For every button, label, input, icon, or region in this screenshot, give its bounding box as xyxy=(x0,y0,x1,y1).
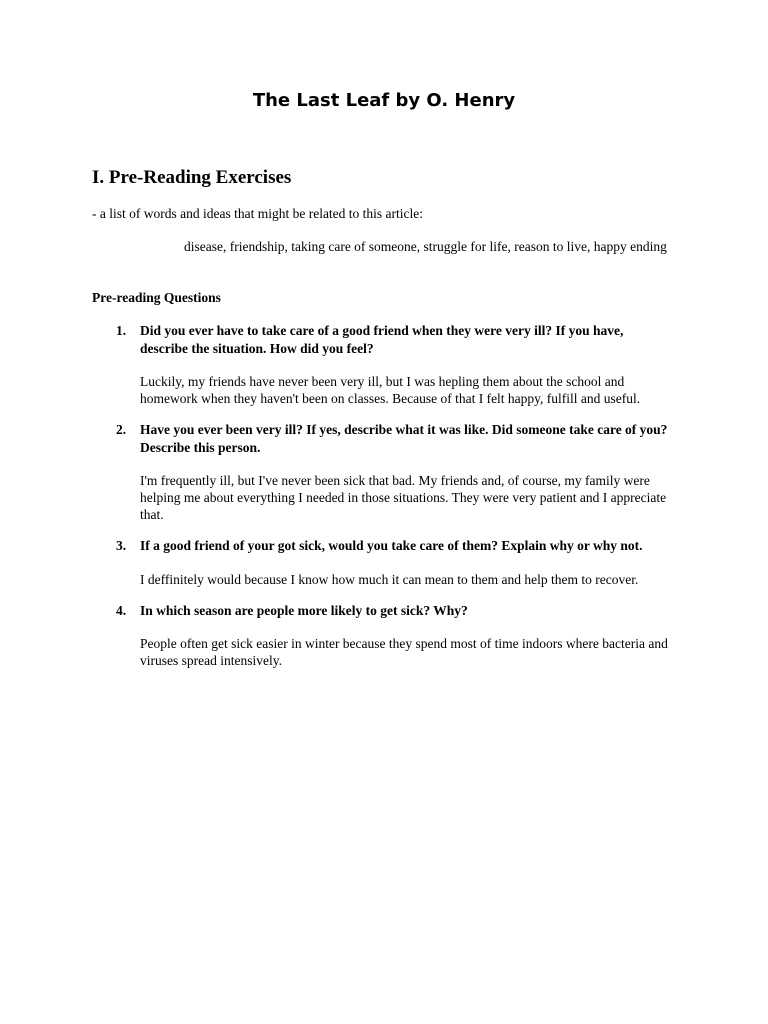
pre-reading-questions-heading: Pre-reading Questions xyxy=(92,290,221,305)
question-text: Have you ever been very ill? If yes, describe what it was like. Did someone take care of you? Describe this person. xyxy=(140,422,668,455)
question-text: In which season are people more likely to get sick? Why? xyxy=(140,602,468,618)
answer-text: I'm frequently ill, but I've never been sick that bad. My friends and, of course, my family were helping me about everything I needed in those situations. They were very patient and I appreciate that. xyxy=(140,473,667,522)
question-item-2 xyxy=(0,421,768,523)
answer-text: Luckily, my friends have never been very ill, but I was hepling them about the school and homework when they haven't been on classes. Because of that I felt happy, fulfill and useful. xyxy=(140,374,641,406)
answer-text: People often get sick easier in winter because they spend most of time indoors where bacteria and viruses spread intensively. xyxy=(140,636,668,668)
question-text: Did you ever have to take care of a good friend when they were very ill? If you have, describe the situation. How did you feel? xyxy=(140,323,624,356)
document-title: The Last Leaf by O. Henry xyxy=(252,90,516,111)
question-item-1 xyxy=(0,322,768,407)
answer-text: I deffinitely would because I know how much it can mean to them and help them to recover. xyxy=(140,571,639,587)
question-list xyxy=(0,322,768,683)
question-number: 3. xyxy=(116,538,127,553)
keywords-list: disease, friendship, taking care of someone, struggle for life, reason to live, happy ending xyxy=(184,239,667,254)
question-item-3 xyxy=(0,537,768,588)
question-number: 4. xyxy=(116,602,127,618)
question-item-4 xyxy=(0,602,768,670)
section-heading: I. Pre-Reading Exercises xyxy=(92,167,292,188)
question-text: If a good friend of your got sick, would you take care of them? Explain why or why not. xyxy=(140,538,643,553)
question-number: 2. xyxy=(116,422,127,437)
question-number: 1. xyxy=(116,323,127,338)
intro-line: - a list of words and ideas that might be related to this article: xyxy=(92,206,424,221)
